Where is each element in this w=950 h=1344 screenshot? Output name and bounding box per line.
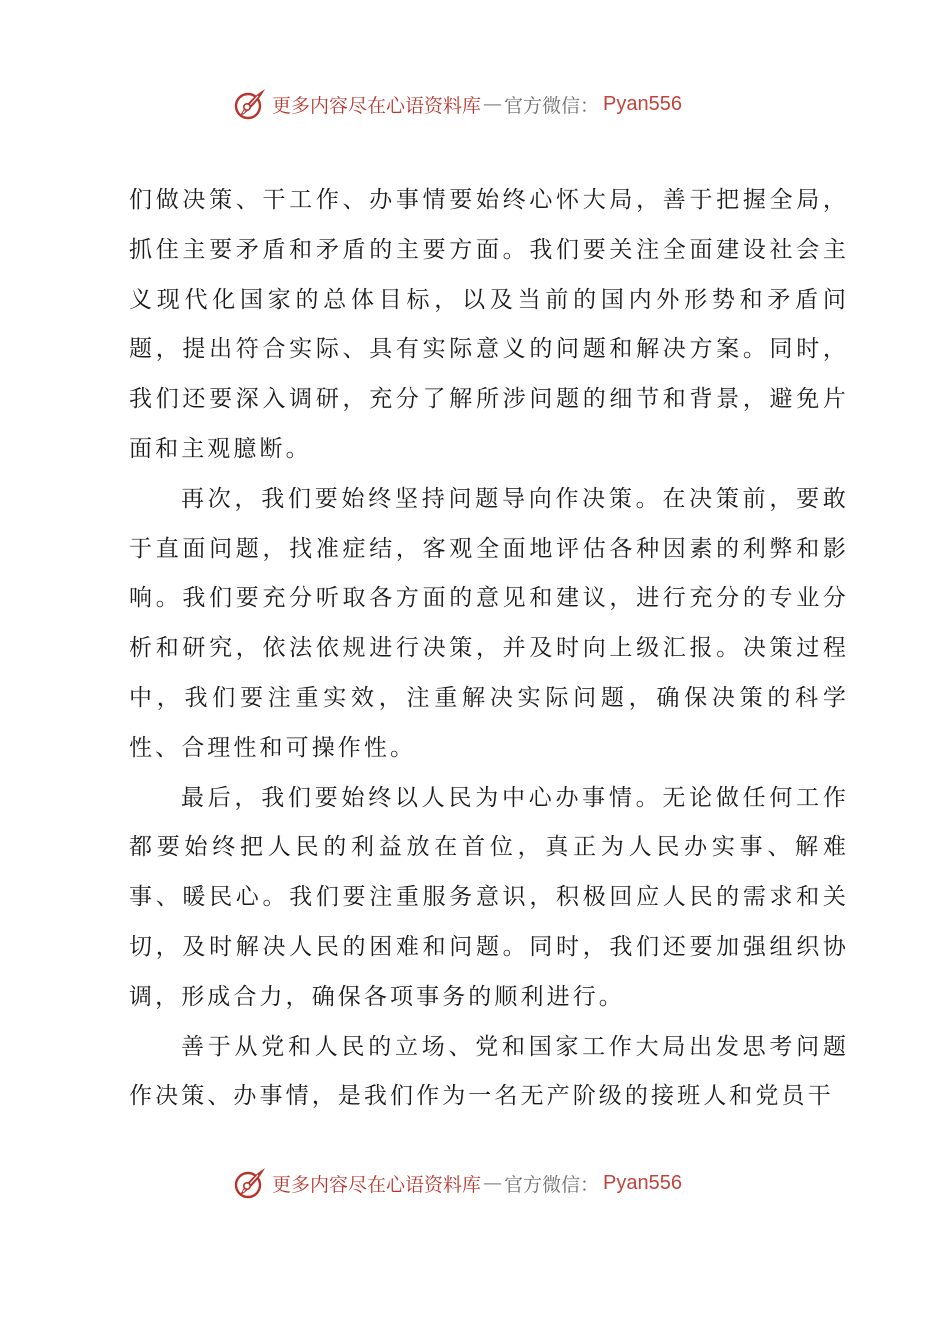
banner-main-text: 更多内容尽在心语资料库 [272,1173,482,1196]
banner-separator: — [483,1172,503,1194]
banner-wechat-id: Pyan556 [603,1171,682,1194]
banner-wechat-label: 官方微信： [504,94,600,117]
paragraph-continuation: 们做决策、干工作、办事情要始终心怀大局，善于把握全局，抓住主要矛盾和矛盾的主要方面。我们要关注全面建设社会主义现代化国家的总体目标，以及当前的国内外形势和矛盾问题，提出符合实际、具有实际意义的问题和解决方案。同时，我们还要深入调研，充分了解所涉问题的细节和背景，避免片面和主观臆断。 [129,187,849,462]
paragraph-people-centered: 最后，我们要始终以人民为中心办事情。无论做任何工作都要始终把人民的利益放在首位，真正为人民办实事、解难事、暖民心。我们要注重服务意识，积极回应人民的需求和关切，及时解决人民的困难和问题。同时，我们还要加强组织协调，形成合力，确保各项事务的顺利进行。 [129,784,849,1010]
paragraph-problem-oriented: 再次，我们要始终坚持问题导向作决策。在决策前，要敢于直面问题，找准症结，客观全面地评估各种因素的利弊和影响。我们要充分听取各方面的意见和建议，进行充分的专业分析和研究，依法依规进行决策，并及时向上级汇报。决策过程中，我们要注重实效，注重解决实际问题，确保决策的科学性、合理性和可操作性。 [129,485,849,761]
quill-logo-icon [232,1165,268,1201]
header-banner [232,84,752,124]
quill-logo-icon [232,86,268,122]
banner-wechat-id: Pyan556 [603,92,682,115]
banner-main-text: 更多内容尽在心语资料库 [272,94,482,117]
banner-wechat-label: 官方微信： [504,1173,600,1196]
banner-separator: — [483,93,503,115]
paragraph-conclusion: 善于从党和人民的立场、党和国家工作大局出发思考问题作决策、办事情，是我们作为一名无产阶级的接班人和党员干 [129,1033,849,1110]
document-body [129,176,849,1122]
footer-banner [232,1163,752,1203]
